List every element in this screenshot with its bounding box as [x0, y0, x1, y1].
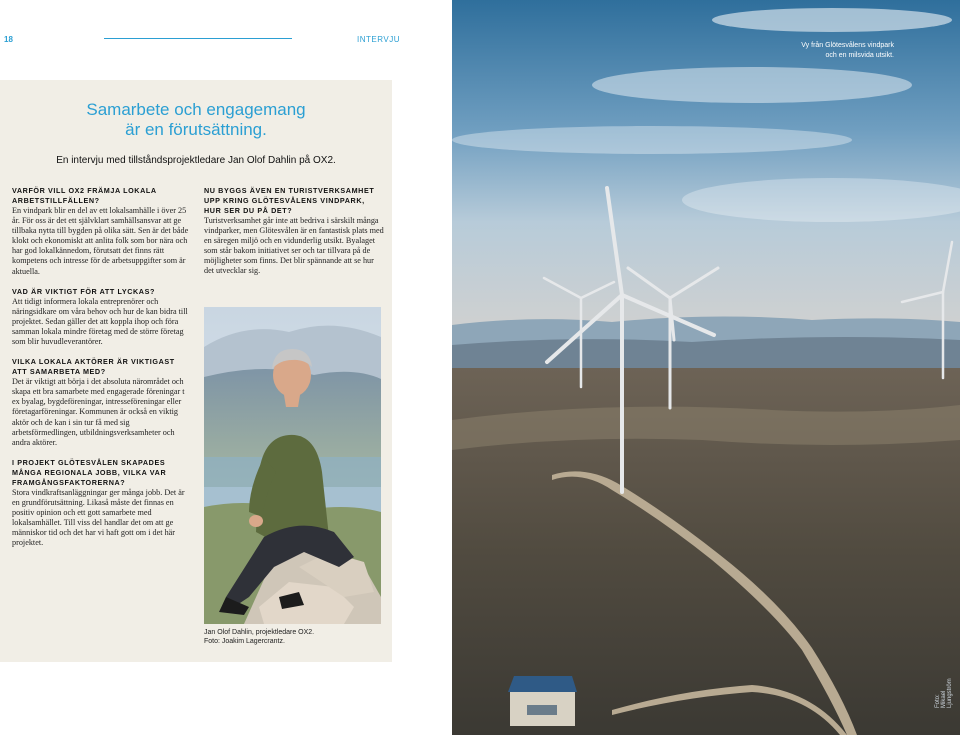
portrait-caption-line-2: Foto: Joakim Lagercrantz. [204, 638, 285, 645]
question: VILKA LOKALA AKTÖRER ÄR VIKTIGAST ATT SAMARBETA MED? [12, 357, 175, 377]
photo-credit: Foto: Mikael Ljungström [935, 678, 953, 708]
portrait-caption-line-1: Jan Olof Dahlin, projektledare OX2. [204, 629, 315, 636]
landscape-photo [452, 0, 960, 735]
answer: Turistverksamhet går inte att bedriva i särskilt många vindparker, men Glötesvålen är en fantastisk plats med en säregen miljö och en vidunderlig utsikt. Byalaget som står bakom initiativet ser och tar tillvara på de möjligheter som finns. Det blir spännande att se hur det utvecklar sig. [204, 216, 384, 276]
portrait-photo [204, 307, 381, 624]
landscape-caption-line-1: Vy från Glötesvålens vindpark [801, 42, 894, 49]
left-page [0, 0, 452, 735]
question: I PROJEKT GLÖTESVÅLEN SKAPADES MÅNGA REGIONALA JOBB, VILKA VAR FRAMGÅNGSFAKTORERNA? [12, 457, 167, 487]
section-label: INTERVJU [357, 35, 400, 44]
answer: Stora vindkraftsanläggningar ger många jobb. Det är en grundförutsättning. Likaså måste det finnas en positiv opinion och ett gott samarbete med lokalsamhället. Till viss del handlar det om att ge människor tid och det har vi haft gott om i det här projektet. [12, 487, 185, 548]
question: NU BYGGS ÄVEN EN TURISTVERKSAMHET UPP KRING GLÖTESVÅLENS VINDPARK, HUR SER DU PÅ DET? [204, 186, 375, 215]
article-subhead: En intervju med tillståndsprojektledare Jan Olof Dahlin på OX2. [56, 155, 336, 166]
landscape-caption-line-2: och en milsvida utsikt. [825, 52, 894, 59]
qa-column-right [204, 186, 384, 287]
landscape-caption [754, 41, 894, 61]
answer: Att tidigt informera lokala entreprenörer och näringsidkare om våra behov och hur de kan bidra till projektet. Sedan gäller det att koppla ihop och föra samman lokala mindre företag med de större företag som blir huvudleverantörer. [12, 296, 188, 347]
page-number: 18 [4, 35, 13, 44]
headline-line-2: är en förutsättning. [125, 120, 267, 139]
article-headline [0, 100, 392, 140]
answer: En vindpark blir en del av ett lokalsamhälle i över 25 år. För oss är det ett självklart samhällsansvar att ge tillbaka nytta till bygden på olika sätt. Sen är det både klokt och ekonomiskt att anlita folk som bor nära och har god lokalkännedom, förutsatt det finns rätt kompetens och intresse för de arbetsuppgifter som är aktuella. [12, 206, 189, 276]
answer: Det är viktigt att börja i det absoluta närområdet och skapa ett bra samarbete med engagerade föreningar t ex byalag, bygdeföreningar, intresseföreningar eller företagarföreningar. Kommunen är också en viktig aktör och de kan i sin tur få med sig arbetsförmedlingen, utbildningsverksamheter och andra aktörer. [12, 377, 185, 447]
portrait-caption [204, 628, 384, 646]
headline-line-1: Samarbete och engagemang [86, 100, 306, 119]
question: VARFÖR VILL OX2 FRÄMJA LOKALA ARBETSTILLFÄLLEN? [12, 186, 157, 205]
header-rule [104, 38, 292, 39]
qa-column-left [12, 186, 192, 558]
question: VAD ÄR VIKTIGT FÖR ATT LYCKAS? [12, 286, 155, 296]
